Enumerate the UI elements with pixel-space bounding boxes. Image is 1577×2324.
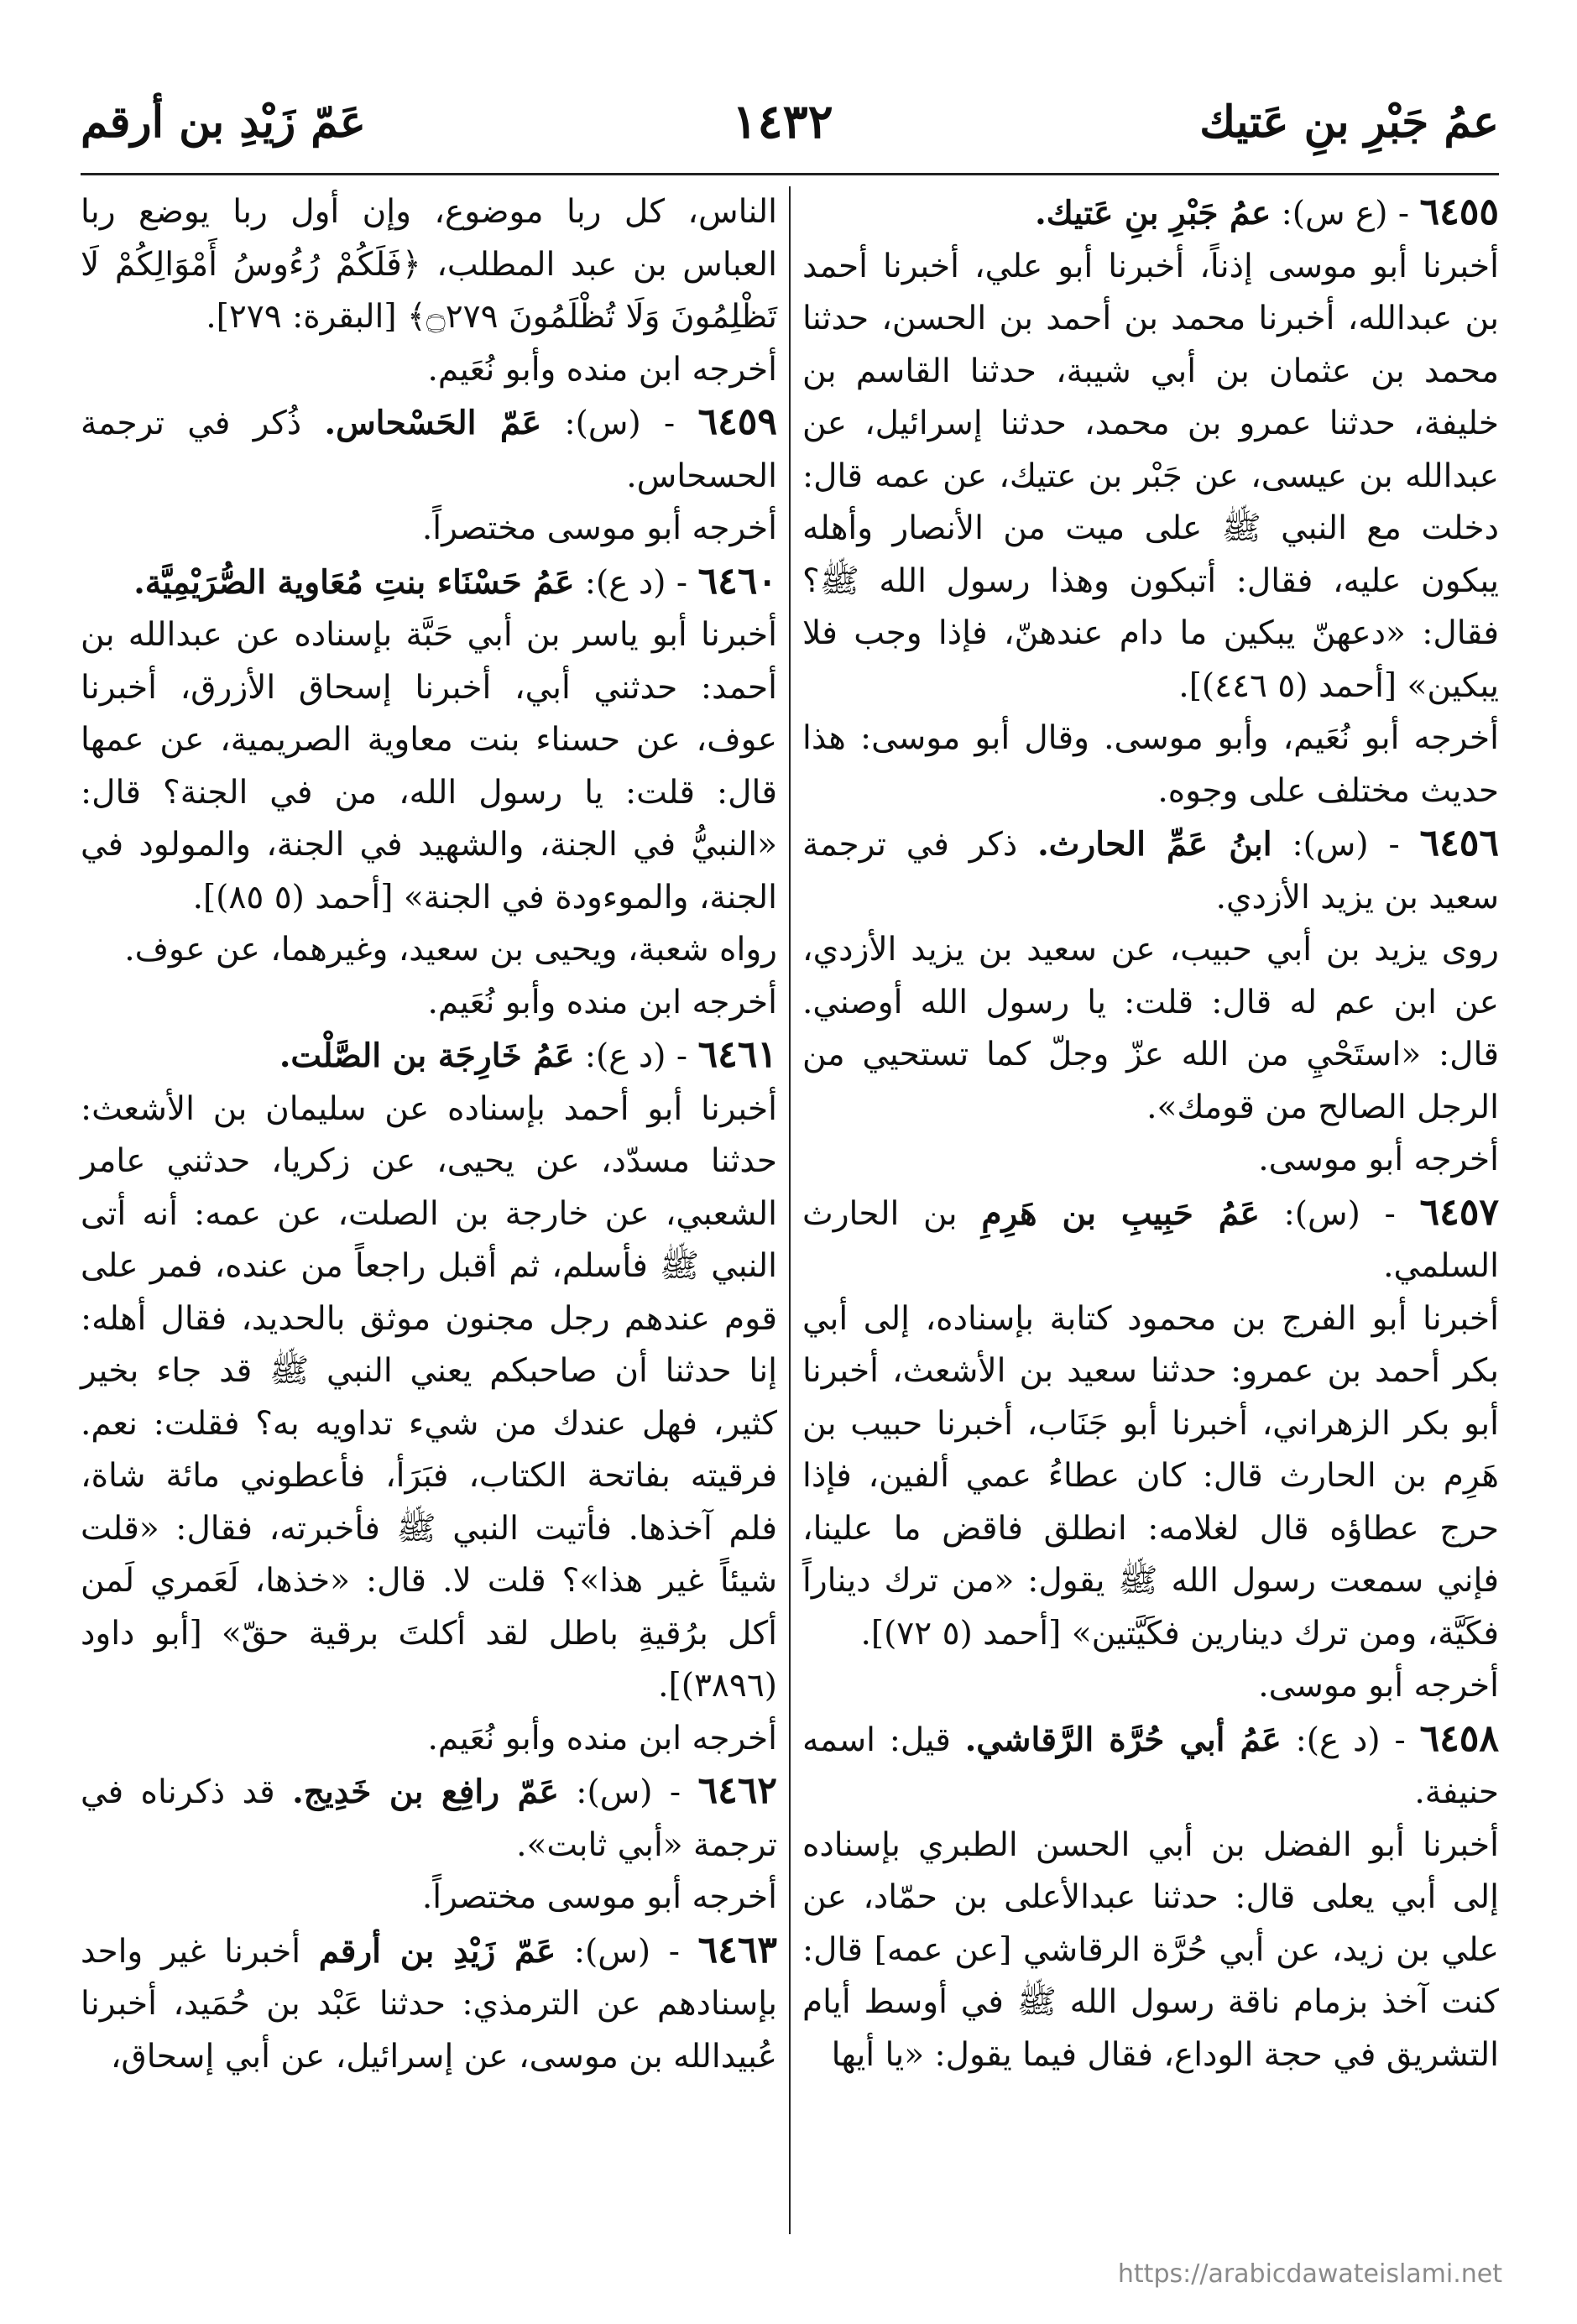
entry-heading [81,396,777,503]
entry-name: عَمُ حَبِيبِ بن هَرِمِ [981,1193,1260,1233]
paragraph-text: أخرجه أبو نُعَيم، وأبو موسى. وقال أبو موسى: هذا حديث مختلف على وجوه. [802,719,1499,810]
paragraph [81,503,777,556]
paragraph-text: أخبرنا غير واحد بإسنادهم عن الترمذي: حدثنا عَبْد بن حُمَيد، أخبرنا عُبيدالله بن موسى، عن إسرائيل، عن أبي إسحاق، [81,1932,777,2076]
entry-heading [802,1713,1499,1820]
paragraph [81,1084,777,1713]
watermark-url: https://arabicdawateislami.net [1117,2259,1502,2289]
paragraph-text: أخرجه أبو موسى. [1258,1667,1499,1705]
entry-number: ٦٤٦٠ [697,559,777,603]
entry-number: ٦٤٥٨ [1419,1716,1499,1760]
entry-heading [802,817,1499,924]
paragraph [802,1820,1499,2082]
paragraph [81,924,777,977]
header-rule [81,173,1499,175]
paragraph [81,977,777,1030]
paragraph-text: أخبرنا أبو الفضل بن أبي الحسن الطبري بإسناده إلى أبي يعلى قال: حدثنا عبدالأعلى بن حمّاد، عن علي بن زيد، عن أبي حُرَّة الرقاشي [عن عمه] قال: كنت آخذ بزمام ناقة رسول الله ﷺ في أوسط أيام التشريق في حجة الوداع، فقال فيما يقول: «يا أيها [802,1825,1499,2074]
entry-name: عَمّ الحَسْحاس. [324,404,542,442]
paragraph [802,1660,1499,1713]
paragraph-text: أخرجه ابن منده وأبو نُعَيم. [427,983,777,1021]
entry-code: - (س): [558,1773,698,1811]
entry-number: ٦٤٥٧ [1419,1190,1499,1234]
entry-name: عمُ جَبْرِ بنِ عَتيك. [1035,194,1272,232]
paragraph-text: قيل: اسمه حنيفة. [802,1721,1499,1811]
entry-name: عَمُ حَسْنَاء بنتِ مُعَاوية الصُّرَيْمِيَّة. [133,562,575,602]
entry-code: - (ع س): [1271,195,1420,232]
paragraph [81,1872,777,1924]
entry-name: عَمُ خَارِجَة بن الصَّلْت. [279,1037,575,1075]
entry-code: - (س): [556,1932,698,1971]
paragraph-text: أخرجه أبو موسى. [1258,1141,1499,1178]
entry-heading [802,1187,1499,1293]
paragraph-text: أخرجه ابن منده وأبو نُعَيم. [427,350,777,389]
paragraph-text: روى يزيد بن أبي حبيب، عن سعيد بن يزيد الأزدي، عن ابن عم له قال: قلت: يا رسول الله أوصني. قال: «استَحْيِ من الله عزّ وجلّ كما تستحيي من الرجل الصالح من قومك». [802,931,1499,1126]
paragraph-text: الناس، كل ربا موضوع، وإن أول ربا يوضع ربا العباس بن عبد المطلب، ﴿فَلَكُمْ رُءُوسُ أَمْوَالِكُمْ لَا تَظْلِمُونَ وَلَا تُظْلَمُونَ ۝٢٧٩﴾ [البقرة: ٢٧٩]. [81,193,777,336]
left-column [81,186,777,2234]
entry-heading [81,556,777,610]
paragraph-text: أخرجه ابن منده وأبو نُعَيم. [427,1719,777,1757]
entry-code: - (س): [541,405,698,442]
entry-code: - (س): [1259,1194,1420,1233]
paragraph [802,1293,1499,1661]
entry-heading [81,1765,777,1872]
running-title-left: عَمّ زَيْدِ بن أرقم [81,96,366,148]
entry-name: عَمّ زَيْدِ بن أرقم [318,1931,556,1971]
entry-code: - (د ع): [574,1037,698,1075]
running-title-right: عمُ جَبْرِ بنِ عَتيك [1199,96,1499,148]
paragraph-text: أخرجه أبو موسى مختصراً. [421,1878,777,1916]
entry-code: - (د ع): [574,563,698,602]
entry-number: ٦٤٥٦ [1419,822,1500,864]
column-divider [789,186,791,2234]
entry-number: ٦٤٥٥ [1419,191,1499,233]
entry-name: ابنُ عَمِّ الحارث. [1037,825,1272,864]
paragraph [802,713,1499,817]
paragraph-text: ذُكر في ترجمة الحسحاس. [81,405,777,495]
paragraph [81,186,777,344]
entry-code: - (د ع): [1281,1721,1420,1759]
entry-name: عَمُ أبي حُرَّة الرَّقاشي. [964,1720,1282,1759]
entry-number: ٦٤٦٣ [697,1928,778,1971]
paragraph-text: أخبرنا أبو ياسر بن أبي حَبَّة بإسناده عن عبدالله بن أحمد: حدثني أبي، أخبرنا إسحاق الأزرق، أخبرنا عوف، عن حسناء بنت معاوية الصريمية، عن عمها قال: قلت: يا رسول الله، من في الجنة؟ قال: «النبيُّ في الجنة، والشهيد في الجنة، والمولود في الجنة، والموءودة في الجنة» [أحمد (٥ ٨٥)]. [81,616,777,917]
entry-code: - (س): [1272,826,1420,864]
paragraph [802,1134,1499,1187]
entry-heading [81,1924,777,2084]
paragraph [81,344,777,397]
entry-heading [802,186,1499,241]
paragraph-text: بن الحارث السلمي. [802,1194,1499,1285]
paragraph-text: أخرجه أبو موسى مختصراً. [421,509,777,547]
entry-heading [81,1029,777,1084]
paragraph [802,924,1499,1134]
entry-number: ٦٤٦٢ [697,1769,778,1812]
paragraph-text: قد ذكرناه في ترجمة «أبي ثابت». [81,1773,777,1864]
page-header [81,76,1499,168]
entry-name: عَمّ رافِع بن خَدِيج. [292,1773,559,1811]
paragraph [81,1713,777,1766]
entry-number: ٦٤٥٩ [697,400,777,443]
page-number: ١٤٣٢ [732,94,833,149]
paragraph [81,609,777,924]
paragraph [802,241,1499,713]
right-column [802,186,1499,2234]
entry-number: ٦٤٦١ [697,1033,777,1076]
paragraph-text: ذكر في ترجمة سعيد بن يزيد الأزدي. [802,826,1499,917]
paragraph-text: رواه شعبة، ويحيى بن سعيد، وغيرهما، عن عوف. [124,931,777,969]
paragraph-text: أخبرنا أبو موسى إذناً، أخبرنا أبو علي، أخبرنا أحمد بن عبدالله، أخبرنا محمد بن أحمد بن الحسن، حدثنا محمد بن عثمان بن أبي شيبة، حدثنا القاسم بن خليفة، حدثنا عمرو بن محمد، حدثنا إسرائيل، عن عبدالله بن عيسى، عن جَبْر بن عتيك، عن عمه قال: دخلت مع النبي ﷺ على ميت من الأنصار وأهله يبكون عليه، فقال: أتبكون وهذا رسول الله ﷺ؟ فقال: «دعهنّ يبكين ما دام عندهنّ، فإذا وجب فلا يبكين» [أحمد (٥ ٤٤٦)]. [802,247,1499,705]
paragraph-text: أخبرنا أبو أحمد بإسناده عن سليمان بن الأشعث: حدثنا مسدّد، عن يحيى، عن زكريا، حدثني عامر الشعبي، عن خارجة بن الصلت، عن عمه: أنه أتى النبي ﷺ فأسلم، ثم أقبل راجعاً من عنده، فمر على قوم عندهم رجل مجنون موثق بالحديد، فقال أهله: إنا حدثنا أن صاحبكم يعني النبي ﷺ قد جاء بخير كثير، فهل عندك من شيء تداويه به؟ فقلت: نعم. فرقيته بفاتحة الكتاب، فبَرَأ، فأعطوني مائة شاة، فلم آخذها. فأتيت النبي ﷺ فأخبرته، فقال: «قلت شيئاً غير هذا»؟ قلت لا. قال: «خذها، لَعَمري لَمن أكل برُقيةِ باطل لقد أكلتَ برقية حقّ» [أبو داود (٣٨٩٦)]. [81,1089,777,1705]
paragraph-text: أخبرنا أبو الفرج بن محمود كتابة بإسناده، إلى أبي بكر أحمد بن عمرو: حدثنا سعيد بن الأشعث، أخبرنا أبو بكر الزهراني، أخبرنا أبو جَنَاب، أخبرنا حبيب بن هَرِم بن الحارث قال: كان عطاءُ عمي ألفين، فإذا حرج عطاؤه قال لغلامه: انطلق فاقض ما علينا، فإني سمعت رسول الله ﷺ يقول: «من ترك ديناراً فكَيَّة، ومن ترك دينارين فكَيَّتين» [أحمد (٥ ٧٢)]. [802,1299,1499,1653]
